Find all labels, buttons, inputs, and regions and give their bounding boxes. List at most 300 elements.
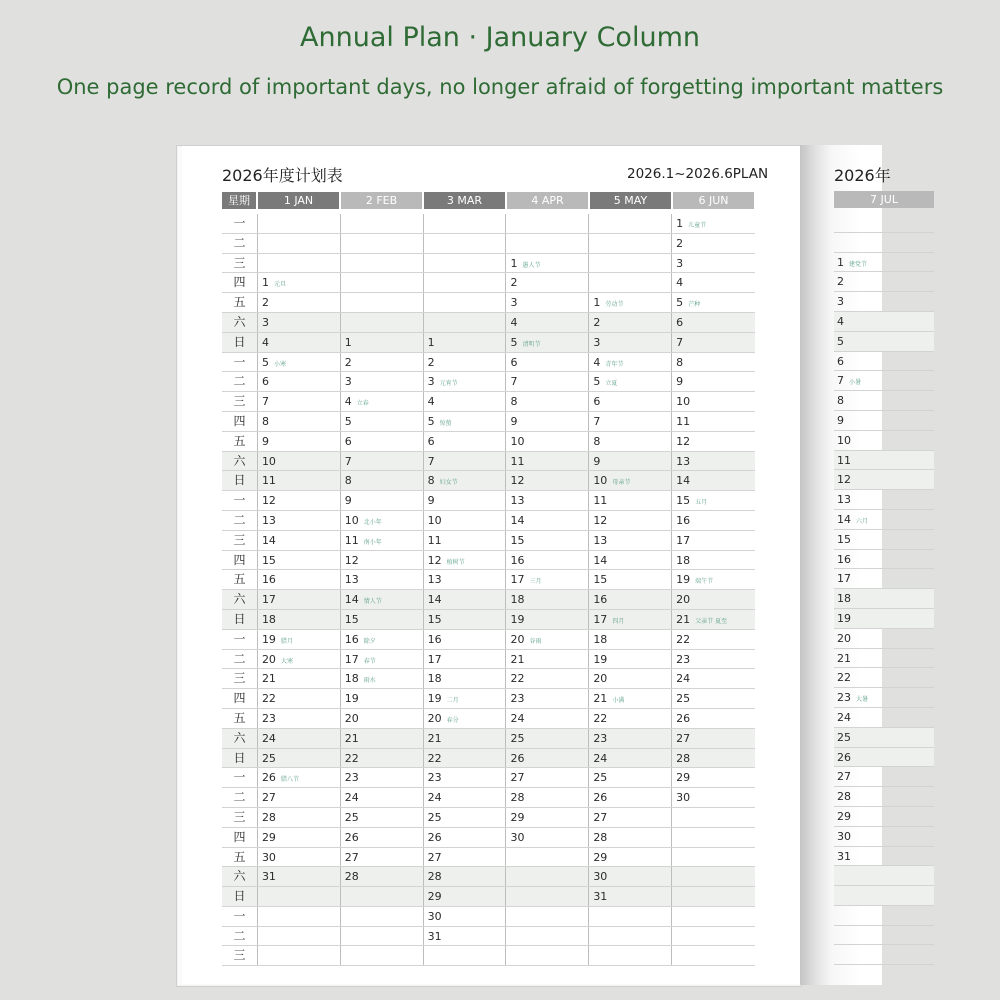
day-cell[interactable] — [672, 828, 755, 847]
calendar-row — [222, 452, 755, 472]
day-cell[interactable] — [424, 531, 507, 550]
day-cell[interactable] — [258, 531, 341, 550]
day-number: 3 — [510, 296, 518, 310]
day-cell[interactable] — [672, 234, 755, 253]
day-cell[interactable] — [589, 610, 672, 629]
day-cell[interactable] — [506, 353, 589, 372]
day-cell[interactable] — [672, 808, 755, 827]
day-cell[interactable] — [589, 471, 672, 490]
day-cell[interactable] — [506, 333, 589, 352]
day-number: 18 — [676, 553, 691, 567]
day-cell[interactable] — [341, 887, 424, 906]
day-cell[interactable] — [589, 432, 672, 451]
weekday-label: 三 — [222, 531, 258, 550]
day-cell[interactable] — [341, 650, 424, 669]
day-cell[interactable] — [589, 214, 672, 233]
calendar-row — [222, 570, 755, 590]
day-cell[interactable] — [589, 907, 672, 926]
day-cell[interactable] — [506, 709, 589, 728]
day-cell[interactable] — [424, 333, 507, 352]
day-cell[interactable] — [672, 946, 755, 965]
day-cell[interactable] — [506, 689, 589, 708]
day-cell[interactable] — [672, 471, 755, 490]
day-cell[interactable] — [506, 828, 589, 847]
day-cell[interactable] — [341, 590, 424, 609]
day-cell[interactable] — [589, 293, 672, 312]
day-cell[interactable] — [672, 570, 755, 589]
day-cell[interactable] — [341, 214, 424, 233]
day-number: 13 — [676, 454, 691, 468]
day-cell[interactable] — [424, 867, 507, 886]
day-cell[interactable] — [424, 273, 507, 292]
day-cell[interactable] — [589, 551, 672, 570]
day-cell[interactable] — [424, 749, 507, 768]
day-number: 12 — [676, 434, 691, 448]
day-cell[interactable] — [424, 709, 507, 728]
day-number: 6 — [510, 355, 518, 369]
day-cell[interactable] — [672, 254, 755, 273]
day-cell[interactable] — [506, 412, 589, 431]
day-cell[interactable] — [506, 946, 589, 965]
day-cell[interactable] — [506, 452, 589, 471]
day-cell[interactable] — [672, 412, 755, 431]
day-cell[interactable] — [424, 432, 507, 451]
day-cell[interactable] — [341, 471, 424, 490]
month-header-feb: 2 FEB — [341, 192, 422, 209]
day-cell[interactable] — [506, 372, 589, 391]
day-cell[interactable] — [341, 432, 424, 451]
day-number: 10 — [427, 513, 442, 527]
day-cell[interactable] — [258, 372, 341, 391]
day-cell[interactable] — [341, 669, 424, 688]
day-cell[interactable] — [341, 353, 424, 372]
calendar-row — [222, 768, 755, 788]
day-number: 14 — [510, 513, 525, 527]
calendar-row — [222, 293, 755, 313]
day-number: 13 — [344, 573, 359, 587]
day-cell[interactable] — [672, 273, 755, 292]
day-cell[interactable] — [424, 729, 507, 748]
day-cell[interactable] — [424, 669, 507, 688]
day-cell[interactable] — [341, 907, 424, 926]
day-cell[interactable] — [424, 689, 507, 708]
day-cell[interactable] — [341, 768, 424, 787]
day-number: 6 — [427, 434, 435, 448]
day-cell[interactable] — [589, 412, 672, 431]
calendar-row — [222, 927, 755, 947]
day-note: 小寒 — [273, 360, 286, 368]
day-cell[interactable] — [258, 808, 341, 827]
day-cell[interactable] — [506, 432, 589, 451]
day-number: 17 — [510, 573, 525, 587]
day-number: 26 — [676, 711, 691, 725]
day-cell[interactable] — [258, 392, 341, 411]
day-cell[interactable] — [341, 630, 424, 649]
day-cell[interactable] — [589, 511, 672, 530]
day-cell[interactable] — [589, 531, 672, 550]
day-cell[interactable] — [589, 313, 672, 332]
day-cell[interactable] — [589, 630, 672, 649]
day-cell[interactable] — [341, 293, 424, 312]
day-cell[interactable] — [672, 867, 755, 886]
day-cell[interactable] — [424, 551, 507, 570]
day-note: 立春 — [356, 400, 369, 408]
day-cell[interactable] — [589, 234, 672, 253]
day-cell[interactable] — [258, 946, 341, 965]
day-cell[interactable] — [506, 808, 589, 827]
day-cell[interactable] — [589, 887, 672, 906]
day-cell[interactable] — [258, 313, 341, 332]
day-number: 15 — [427, 612, 442, 626]
day-cell[interactable] — [341, 392, 424, 411]
day-cell[interactable] — [672, 313, 755, 332]
day-cell[interactable] — [258, 491, 341, 510]
day-cell[interactable] — [672, 630, 755, 649]
day-note: 腊八节 — [280, 776, 299, 784]
day-number: 29 — [593, 850, 608, 864]
day-number: 26 — [427, 830, 442, 844]
day-cell[interactable] — [341, 551, 424, 570]
day-cell[interactable] — [506, 570, 589, 589]
day-cell[interactable] — [424, 452, 507, 471]
day-cell[interactable] — [424, 610, 507, 629]
day-cell[interactable] — [589, 808, 672, 827]
day-cell[interactable] — [506, 729, 589, 748]
day-cell[interactable] — [341, 452, 424, 471]
day-cell[interactable] — [341, 808, 424, 827]
day-cell[interactable] — [258, 630, 341, 649]
day-cell[interactable] — [258, 214, 341, 233]
day-cell[interactable] — [672, 452, 755, 471]
day-cell[interactable] — [589, 729, 672, 748]
day-cell[interactable] — [258, 590, 341, 609]
day-cell[interactable] — [258, 907, 341, 926]
day-cell[interactable] — [424, 412, 507, 431]
day-cell[interactable] — [506, 669, 589, 688]
calendar-grid — [222, 214, 755, 966]
day-cell[interactable] — [424, 808, 507, 827]
day-cell[interactable] — [424, 491, 507, 510]
day-cell[interactable] — [341, 729, 424, 748]
day-cell[interactable] — [258, 867, 341, 886]
day-cell[interactable] — [672, 749, 755, 768]
day-cell[interactable] — [672, 590, 755, 609]
page2-row — [834, 886, 934, 906]
day-cell[interactable] — [506, 313, 589, 332]
day-cell[interactable] — [258, 273, 341, 292]
calendar-row — [222, 273, 755, 293]
day-cell[interactable] — [589, 768, 672, 787]
day-cell[interactable] — [424, 828, 507, 847]
day-cell[interactable] — [341, 927, 424, 946]
day-number: 23 — [837, 691, 851, 705]
day-cell[interactable] — [672, 788, 755, 807]
day-cell[interactable] — [506, 551, 589, 570]
day-note: 六月 — [856, 517, 869, 525]
day-cell[interactable] — [258, 669, 341, 688]
day-cell[interactable] — [506, 392, 589, 411]
day-cell[interactable] — [341, 946, 424, 965]
day-cell[interactable] — [589, 273, 672, 292]
day-cell[interactable] — [672, 729, 755, 748]
day-cell[interactable] — [506, 867, 589, 886]
day-number: 25 — [510, 731, 525, 745]
day-cell[interactable] — [258, 848, 341, 867]
day-cell[interactable] — [258, 471, 341, 490]
day-cell[interactable] — [424, 214, 507, 233]
day-number: 7 — [593, 414, 601, 428]
day-cell[interactable] — [341, 234, 424, 253]
day-cell[interactable] — [341, 788, 424, 807]
day-number: 18 — [427, 672, 442, 686]
day-cell[interactable] — [672, 650, 755, 669]
day-cell[interactable] — [424, 293, 507, 312]
day-cell[interactable] — [424, 946, 507, 965]
weekday-label: 一 — [222, 907, 258, 926]
day-cell[interactable] — [424, 372, 507, 391]
day-cell[interactable] — [672, 491, 755, 510]
weekday-label: 二 — [222, 234, 258, 253]
day-cell[interactable] — [341, 848, 424, 867]
day-cell[interactable] — [258, 729, 341, 748]
day-cell[interactable] — [258, 234, 341, 253]
day-cell[interactable] — [589, 392, 672, 411]
day-cell[interactable] — [672, 333, 755, 352]
day-cell[interactable] — [341, 491, 424, 510]
day-cell[interactable] — [589, 669, 672, 688]
day-cell[interactable] — [258, 551, 341, 570]
month-header-jun: 6 JUN — [673, 192, 754, 209]
day-cell[interactable] — [589, 491, 672, 510]
day-cell[interactable] — [589, 749, 672, 768]
day-cell[interactable] — [258, 432, 341, 451]
day-cell[interactable] — [506, 471, 589, 490]
day-cell[interactable] — [341, 570, 424, 589]
day-number: 12 — [593, 513, 608, 527]
day-cell[interactable] — [341, 273, 424, 292]
day-cell[interactable] — [258, 570, 341, 589]
day-cell[interactable] — [341, 709, 424, 728]
day-number: 13 — [427, 573, 442, 587]
day-number: 15 — [593, 573, 608, 587]
day-cell[interactable] — [506, 590, 589, 609]
day-number: 31 — [427, 929, 442, 943]
day-cell[interactable] — [672, 709, 755, 728]
day-cell[interactable] — [424, 471, 507, 490]
day-cell[interactable] — [589, 788, 672, 807]
day-cell[interactable] — [506, 491, 589, 510]
page2-row — [834, 609, 934, 629]
day-number: 25 — [676, 692, 691, 706]
day-cell[interactable] — [424, 650, 507, 669]
day-cell[interactable] — [672, 689, 755, 708]
day-cell[interactable] — [258, 452, 341, 471]
day-cell[interactable] — [589, 828, 672, 847]
day-cell[interactable] — [424, 848, 507, 867]
day-number: 24 — [676, 672, 691, 686]
day-cell[interactable] — [258, 511, 341, 530]
day-cell[interactable] — [341, 372, 424, 391]
day-cell[interactable] — [506, 927, 589, 946]
day-cell[interactable] — [672, 848, 755, 867]
calendar-row — [222, 630, 755, 650]
page-heading: Annual Plan · January Column — [300, 22, 700, 53]
day-cell[interactable] — [341, 828, 424, 847]
day-cell[interactable] — [672, 551, 755, 570]
day-cell[interactable] — [672, 353, 755, 372]
day-cell[interactable] — [506, 650, 589, 669]
day-cell[interactable] — [672, 768, 755, 787]
day-cell[interactable] — [506, 768, 589, 787]
day-cell[interactable] — [341, 254, 424, 273]
day-cell[interactable] — [672, 392, 755, 411]
day-cell[interactable] — [672, 927, 755, 946]
weekday-label: 六 — [222, 590, 258, 609]
day-cell[interactable] — [506, 214, 589, 233]
day-cell[interactable] — [672, 214, 755, 233]
page2-row — [834, 332, 934, 352]
day-cell[interactable] — [589, 254, 672, 273]
day-cell[interactable] — [506, 848, 589, 867]
day-cell[interactable] — [672, 669, 755, 688]
day-number: 18 — [837, 592, 851, 606]
day-cell[interactable] — [424, 570, 507, 589]
weekday-label: 四 — [222, 412, 258, 431]
day-cell[interactable] — [672, 610, 755, 629]
day-cell[interactable] — [341, 610, 424, 629]
day-cell[interactable] — [589, 709, 672, 728]
day-cell[interactable] — [506, 531, 589, 550]
day-cell[interactable] — [672, 887, 755, 906]
page2-row — [834, 866, 934, 886]
day-cell[interactable] — [589, 353, 672, 372]
day-cell[interactable] — [341, 333, 424, 352]
day-cell[interactable] — [506, 749, 589, 768]
page2-row — [834, 827, 934, 847]
day-cell[interactable] — [424, 630, 507, 649]
day-number: 7 — [427, 454, 435, 468]
day-cell[interactable] — [258, 709, 341, 728]
day-cell[interactable] — [506, 234, 589, 253]
day-note: 元旦 — [273, 281, 286, 289]
day-cell[interactable] — [506, 254, 589, 273]
day-cell[interactable] — [258, 353, 341, 372]
day-number: 21 — [427, 731, 442, 745]
day-cell[interactable] — [424, 254, 507, 273]
day-note: 愚人节 — [522, 261, 541, 269]
day-note: 南小年 — [363, 538, 382, 546]
day-cell[interactable] — [506, 273, 589, 292]
day-cell[interactable] — [506, 788, 589, 807]
day-cell[interactable] — [258, 293, 341, 312]
day-cell[interactable] — [506, 511, 589, 530]
day-cell[interactable] — [506, 630, 589, 649]
day-cell[interactable] — [424, 234, 507, 253]
weekday-label: 五 — [222, 848, 258, 867]
day-cell[interactable] — [589, 372, 672, 391]
day-cell[interactable] — [424, 927, 507, 946]
day-cell[interactable] — [258, 788, 341, 807]
day-cell[interactable] — [258, 768, 341, 787]
day-cell[interactable] — [258, 828, 341, 847]
day-number: 8 — [510, 395, 518, 409]
day-cell[interactable] — [341, 749, 424, 768]
day-number: 27 — [427, 850, 442, 864]
day-cell[interactable] — [589, 946, 672, 965]
day-cell[interactable] — [258, 749, 341, 768]
day-cell[interactable] — [424, 353, 507, 372]
day-cell[interactable] — [589, 570, 672, 589]
day-cell[interactable] — [258, 650, 341, 669]
day-cell[interactable] — [258, 927, 341, 946]
day-cell[interactable] — [341, 511, 424, 530]
day-cell[interactable] — [341, 412, 424, 431]
day-cell[interactable] — [589, 927, 672, 946]
day-cell[interactable] — [589, 452, 672, 471]
day-number: 28 — [676, 751, 691, 765]
day-cell[interactable] — [589, 689, 672, 708]
day-number: 24 — [427, 791, 442, 805]
day-cell[interactable] — [424, 511, 507, 530]
day-cell[interactable] — [258, 689, 341, 708]
day-cell[interactable] — [258, 610, 341, 629]
day-cell[interactable] — [589, 333, 672, 352]
day-cell[interactable] — [672, 432, 755, 451]
day-cell[interactable] — [672, 372, 755, 391]
page2-row — [834, 510, 934, 530]
day-cell[interactable] — [341, 689, 424, 708]
day-cell[interactable] — [424, 788, 507, 807]
day-cell[interactable] — [672, 511, 755, 530]
calendar-row — [222, 788, 755, 808]
day-cell[interactable] — [424, 887, 507, 906]
day-cell[interactable] — [506, 293, 589, 312]
day-number: 18 — [510, 593, 525, 607]
day-cell[interactable] — [424, 313, 507, 332]
day-cell[interactable] — [589, 590, 672, 609]
day-cell[interactable] — [589, 650, 672, 669]
day-cell[interactable] — [258, 412, 341, 431]
calendar-row — [222, 412, 755, 432]
day-cell[interactable] — [258, 333, 341, 352]
day-cell[interactable] — [672, 293, 755, 312]
day-cell[interactable] — [589, 848, 672, 867]
day-cell[interactable] — [258, 254, 341, 273]
day-cell[interactable] — [341, 313, 424, 332]
day-number: 5 — [837, 334, 844, 348]
day-cell[interactable] — [341, 531, 424, 550]
day-cell[interactable] — [589, 867, 672, 886]
day-number: 12 — [837, 473, 851, 487]
weekday-label: 四 — [222, 551, 258, 570]
day-cell[interactable] — [506, 887, 589, 906]
day-cell[interactable] — [424, 907, 507, 926]
day-cell[interactable] — [506, 610, 589, 629]
day-cell[interactable] — [424, 768, 507, 787]
page2-row — [834, 253, 934, 273]
day-number: 4 — [261, 335, 269, 349]
day-cell[interactable] — [341, 867, 424, 886]
day-cell[interactable] — [424, 392, 507, 411]
day-note: 北小年 — [363, 518, 382, 526]
day-cell[interactable] — [258, 887, 341, 906]
day-number: 9 — [427, 494, 435, 508]
day-number: 22 — [427, 751, 442, 765]
day-cell[interactable] — [424, 590, 507, 609]
day-cell[interactable] — [672, 907, 755, 926]
day-cell[interactable] — [672, 531, 755, 550]
day-cell[interactable] — [506, 907, 589, 926]
